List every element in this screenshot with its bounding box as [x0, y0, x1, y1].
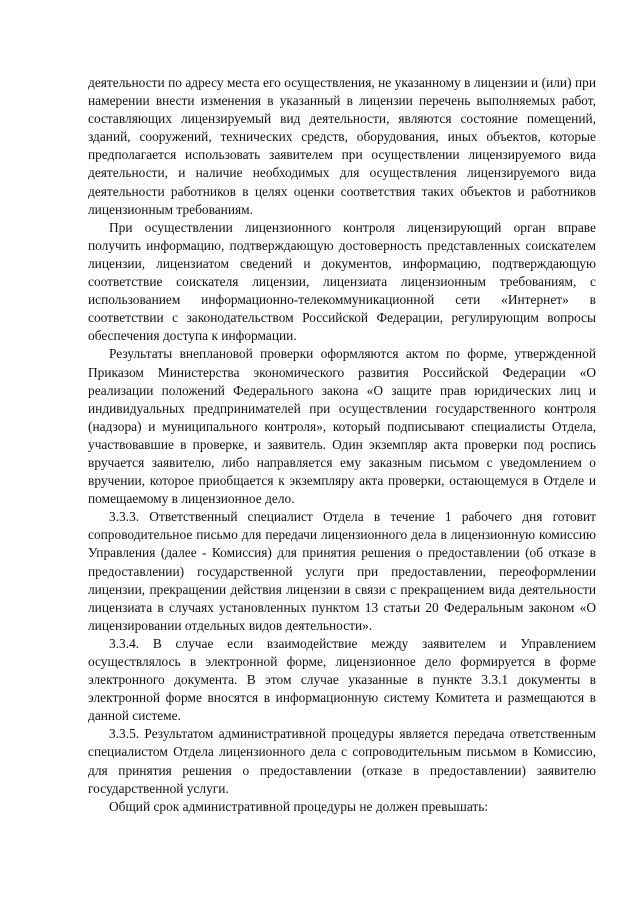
paragraph-3-3-3: 3.3.3. Ответственный специалист Отдела в течение 1 рабочего дня готовит сопроводительное письмо для передачи лицензионного дела в лицензионную комиссию Управления (далее - Комиссия) для принятия решения о предоставлении (об отказе в предоставлении) государственной услуги при предоставлении, переоформлении лицензии, прекращении действия лицензии в связи с прекращением вида деятельности лицензиата в случаях установленных пунктом 13 статьи 20 Федеральным законом «О лицензировании отдельных видов деятельности». — [88, 509, 596, 633]
paragraph-license-control-information: При осуществлении лицензионного контроля лицензирующий орган вправе получить информацию, подтверждающую достоверность представленных соискателем лицензии, лицензиатом сведений и документов, информацию, подтверждающую соответствие соискателя лицензии, лицензиата лицензионным требованиям, с использованием информационно-телекоммуникационной сети «Интернет» в соответствии с законодательством Российской Федерации, регулирующим вопросы обеспечения доступа к информации. — [88, 219, 596, 344]
paragraph-total-term: Общий срок административной процедуры не должен превышать: — [109, 798, 489, 814]
paragraph-licensing-subject: деятельности по адресу места его осуществления, не указанному в лицензии и (или) при намерении внести изменения в указанный в лицензии перечень выполняемых работ, составляющих лицензируемый вид деятельности, являются состояние помещений, зданий, сооружений, технических средств, оборудования, иных объектов, которые предполагается использовать заявителем при осуществлении лицензируемого вида деятельности, и наличие необходимых для осуществления лицензируемого вида деятельности работников в целях оценки соответствия таких объектов и работников лицензионным требованиям. — [88, 75, 596, 217]
paragraph-3-3-5: 3.3.5. Результатом административной процедуры является передача ответственным специалистом Отдела лицензионного дела с сопроводительным письмом в Комиссию, для принятия решения о предоставлении (отказе в предоставлении) заявителю государственной услуги. — [88, 726, 596, 796]
paragraph-3-3-4: 3.3.4. В случае если взаимодействие между заявителем и Управлением осуществлялось в электронной форме, лицензионное дело формируется в форме электронного документа. В этом случае указанные в пункте 3.3.1 документы в электронной форме вносятся в информационную систему Комитета и размещаются в данной системе. — [88, 635, 596, 724]
document-page — [88, 74, 596, 816]
paragraph-inspection-results: Результаты внеплановой проверки оформляются актом по форме, утвержденной Приказом Министерства экономического развития Российской Федерации «О реализации положений Федерального закона «О защите прав юридических лиц и индивидуальных предпринимателей при осуществлении государственного контроля (надзора) и муниципального контроля», который подписывают специалисты Отдела, участвовавшие в проверке, и заявитель. Один экземпляр акта проверки под роспись вручается заявителю, либо направляется ему заказным письмом с уведомлением о вручении, которое приобщается к экземпляру акта проверки, остающемуся в Отделе и помещаемому в лицензионное дело. — [88, 346, 596, 507]
